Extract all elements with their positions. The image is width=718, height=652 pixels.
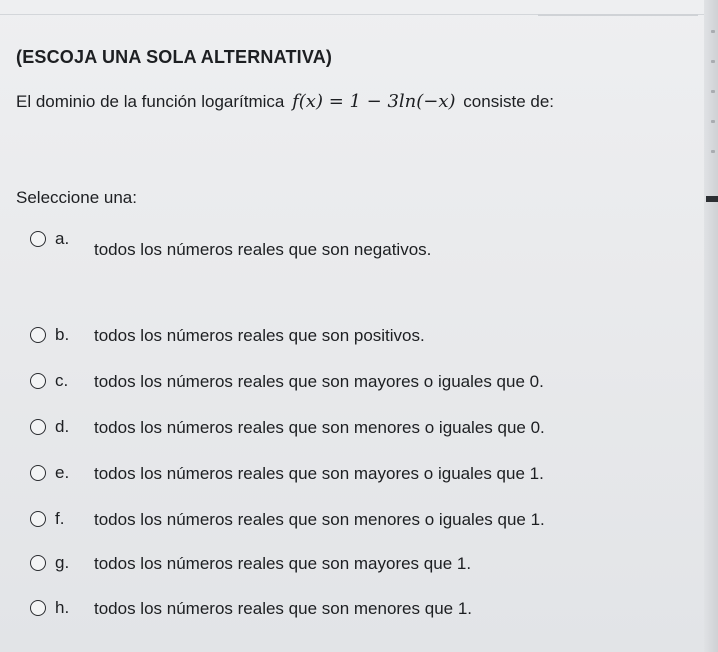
- edge-marker: [711, 150, 715, 153]
- question-formula: f(x) = 1 − 3ln(−x): [292, 91, 456, 112]
- option-letter: c.: [55, 371, 69, 390]
- edge-marker: [711, 60, 715, 63]
- answer-prompt: Seleccione una:: [16, 188, 137, 207]
- radio-b[interactable]: [30, 327, 46, 343]
- option-letter: e.: [55, 463, 70, 482]
- option-letter: b.: [55, 325, 70, 344]
- radio-c[interactable]: [30, 373, 46, 389]
- option-label[interactable]: todos los números reales que son positivos.: [94, 326, 425, 345]
- radio-f[interactable]: [30, 511, 46, 527]
- question-text-start: El dominio de la función logarítmica: [16, 92, 285, 111]
- edge-marker: [711, 90, 715, 93]
- radio-e[interactable]: [30, 465, 46, 481]
- option-label[interactable]: todos los números reales que son menores o iguales que 0.: [94, 418, 545, 437]
- option-letter: g.: [55, 553, 70, 572]
- radio-g[interactable]: [30, 555, 46, 571]
- page-edge: [704, 0, 718, 652]
- option-letter: a.: [55, 229, 70, 248]
- edge-tab: [706, 196, 718, 202]
- option-letter: h.: [55, 598, 70, 617]
- edge-marker: [711, 120, 715, 123]
- top-divider-accent: [538, 14, 698, 16]
- option-label[interactable]: todos los números reales que son mayores o iguales que 0.: [94, 372, 544, 391]
- question-instruction: (ESCOJA UNA SOLA ALTERNATIVA): [16, 47, 333, 67]
- radio-a[interactable]: [30, 231, 46, 247]
- question-text-end: consiste de:: [463, 92, 555, 111]
- question-text: [16, 91, 554, 112]
- option-label[interactable]: todos los números reales que son negativos.: [94, 240, 432, 259]
- option-label[interactable]: todos los números reales que son menores que 1.: [94, 599, 473, 618]
- option-label[interactable]: todos los números reales que son menores o iguales que 1.: [94, 510, 545, 529]
- option-label[interactable]: todos los números reales que son mayores o iguales que 1.: [94, 464, 544, 483]
- option-letter: f.: [55, 509, 65, 528]
- option-label[interactable]: todos los números reales que son mayores que 1.: [94, 554, 472, 573]
- option-letter: d.: [55, 417, 70, 436]
- radio-h[interactable]: [30, 600, 46, 616]
- edge-marker: [711, 30, 715, 33]
- radio-d[interactable]: [30, 419, 46, 435]
